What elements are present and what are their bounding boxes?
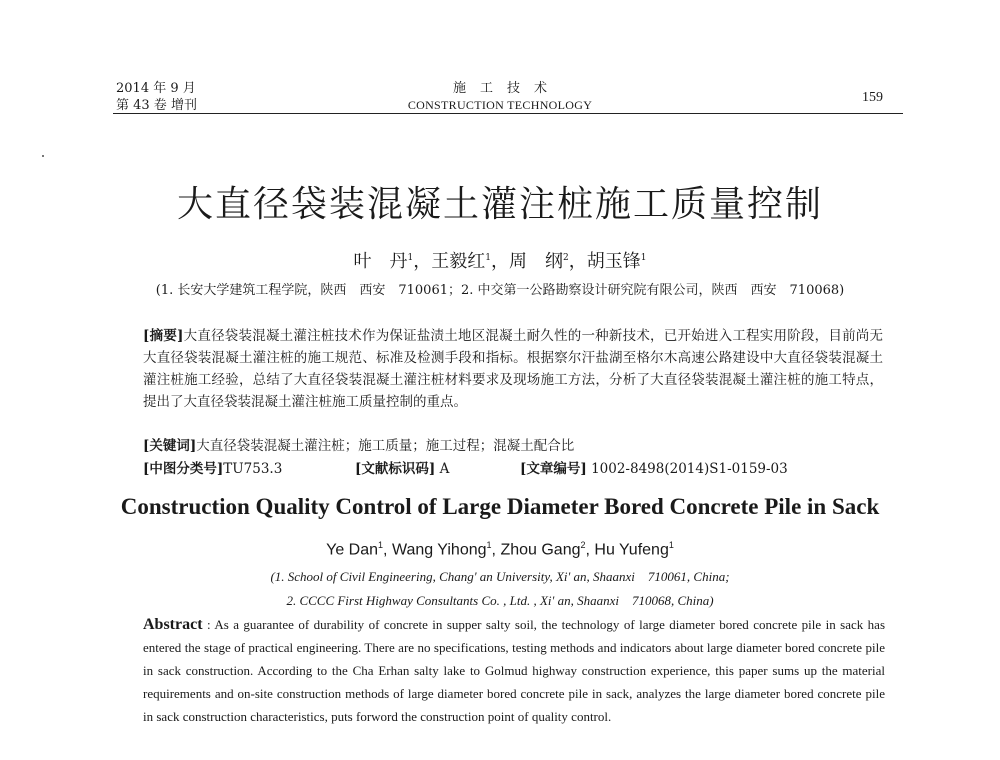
- author-mark: 1: [407, 253, 414, 263]
- article-no-label: [文章编号]: [520, 461, 587, 477]
- paper-title-en: Construction Quality Control of Large Diameter Bored Concrete Pile in Sack: [120, 494, 880, 519]
- author-mark: 1: [668, 540, 674, 550]
- article-no-value: 1002-8498(2014)S1-0159-03: [591, 461, 788, 477]
- author-cn: 叶 丹: [353, 251, 408, 272]
- author-list-en: Ye Dan$^1$, Wang Yihong$^1$, Zhou Gang$^2$, Hu Yufeng$^1$: [326, 540, 674, 559]
- author-en: Hu Yufeng: [594, 541, 669, 559]
- abstract-en-label: Abstract: [143, 616, 203, 633]
- doc-code-label: [文献标识码]: [355, 461, 436, 477]
- journal-name-cn: 施工技术: [452, 81, 561, 96]
- article-no-field: [520, 457, 788, 477]
- author-mark: 2: [563, 253, 569, 263]
- issue-date: 2014 年 9 月: [116, 81, 196, 96]
- abstract-en-separator: :: [206, 617, 211, 632]
- journal-name: [0, 80, 1000, 114]
- affiliation-en-2: 2. CCCC First Highway Consultants Co. , Ltd. , Xi' an, Shaanxi 710068, China): [286, 593, 714, 608]
- author-mark: 2: [580, 540, 586, 550]
- classification-line: [143, 457, 883, 477]
- author-mark: 1: [485, 253, 491, 263]
- header-divider: [113, 113, 903, 114]
- affiliation-en-1: (1. School of Civil Engineering, Chang' an University, Xi' an, Shaanxi 710061, China;: [270, 569, 730, 584]
- keywords-cn-text: 大直径袋装混凝土灌注桩；施工质量；施工过程；混凝土配合比: [196, 438, 575, 454]
- doc-code-field: [355, 457, 520, 477]
- keywords-cn-label: [关键词]: [143, 438, 197, 454]
- doc-code-value: A: [439, 461, 450, 477]
- volume-info: 第 43 卷 增刊: [116, 98, 197, 113]
- author-cn: 胡玉锋: [586, 251, 641, 272]
- author-cn: 周 纲: [509, 251, 563, 272]
- clc-label: [中图分类号]: [143, 461, 224, 477]
- abstract-en: [143, 613, 885, 728]
- author-list-cn: 叶 丹$^1$，王毅红$^1$，周 纲$^2$，胡玉锋$^1$: [353, 251, 647, 272]
- paper-title-cn: 大直径袋装混凝土灌注桩施工质量控制: [176, 184, 823, 225]
- author-mark: 1: [640, 253, 647, 263]
- clc-field: [143, 457, 355, 477]
- abstract-en-text: As a guarantee of durability of concrete in supper salty soil, the technology of large diameter bored concrete pile in sack has entered the stage of practical engineering. There are no specifications, testing methods and indicators about large diameter bored concrete pile in sack construction. According to the Cha Erhan salty lake to Golmud highway construction experience, this paper sums up the material requirements and on-site construction methods of large diameter bored concrete pile in sack, analyzes the large diameter bored concrete pile in sack construction characteristics, puts forword the construction point of quality control.: [143, 617, 885, 724]
- author-en: Ye Dan: [326, 541, 379, 559]
- affiliations-cn: (1. 长安大学建筑工程学院，陕西 西安 710061；2. 中交第一公路勘察设计研究院有限公司，陕西 西安 710068): [155, 283, 845, 298]
- keywords-cn: [143, 434, 574, 454]
- journal-name-en: CONSTRUCTION TECHNOLOGY: [407, 98, 593, 112]
- scan-speck: [42, 155, 44, 157]
- author-en: Wang Yihong: [391, 541, 487, 559]
- author-cn: 王毅红: [431, 251, 486, 272]
- author-mark: 1: [378, 540, 384, 550]
- author-mark: 1: [486, 540, 492, 550]
- page-number: 159: [862, 90, 883, 105]
- abstract-cn: [143, 325, 883, 413]
- abstract-cn-text: 大直径袋装混凝土灌注桩技术作为保证盐渍土地区混凝土耐久性的一种新技术，已开始进入工程实用阶段，目前尚无大直径袋装混凝土灌注桩的施工规范、标准及检测手段和指标。根据察尔汗盐湖至格尔木高速公路建设中大直径袋装混凝土灌注桩施工经验，总结了大直径袋装混凝土灌注桩材料要求及现场施工方法，分析了大直径袋装混凝土灌注桩的施工特点，提出了大直径袋装混凝土灌注桩施工质量控制的重点。: [143, 328, 884, 410]
- author-en: Zhou Gang: [500, 541, 581, 559]
- abstract-cn-label: [摘要]: [143, 328, 184, 344]
- clc-value: TU753.3: [223, 461, 283, 477]
